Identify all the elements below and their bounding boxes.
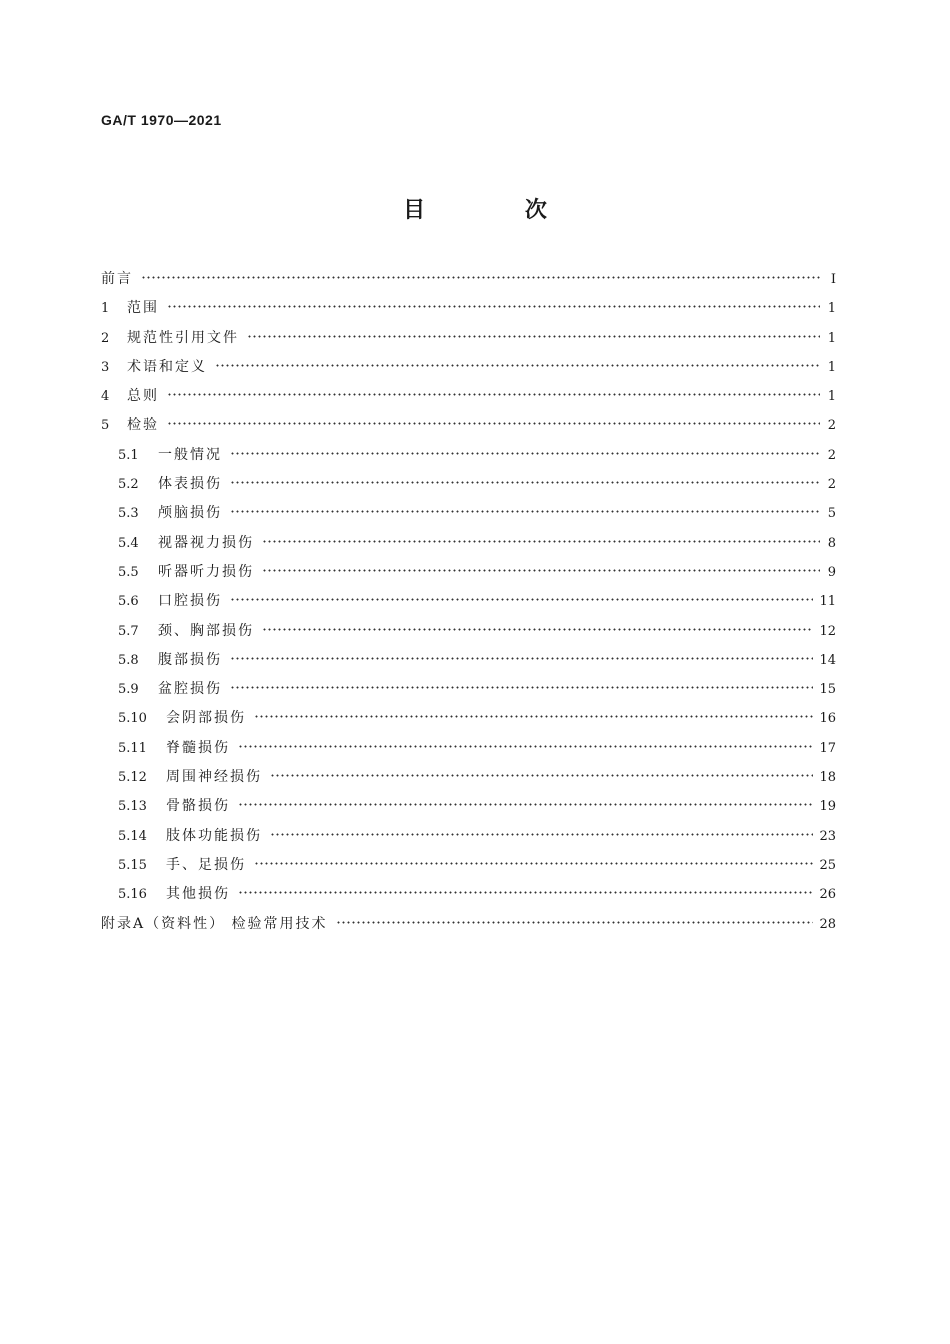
dot-leader <box>141 276 820 279</box>
dot-leader <box>254 715 813 718</box>
toc-entry-page: Ⅰ <box>830 272 836 287</box>
toc-entry-title: 术语和定义 <box>127 358 207 375</box>
toc-entry-page: 23 <box>819 828 836 844</box>
toc-entry-title: 颈、胸部损伤 <box>158 622 254 639</box>
toc-entry[interactable] <box>101 327 836 356</box>
toc-entry-number: 5.15 <box>118 857 147 873</box>
toc-entry-number: 5.1 <box>118 447 139 463</box>
toc-entry-page: 14 <box>819 652 836 668</box>
toc-entry-title: 盆腔损伤 <box>158 681 222 698</box>
toc-entry-title: 规范性引用文件 <box>127 329 239 346</box>
toc-entry-title: 一般情况 <box>158 446 222 463</box>
toc-entry-title: 检验 <box>127 417 159 434</box>
toc-entry-page: 17 <box>819 740 836 756</box>
dot-leader <box>262 628 813 631</box>
dot-leader <box>230 510 820 513</box>
toc-entry-title: 前言 <box>101 271 133 287</box>
toc-entry-title: 总则 <box>127 388 159 405</box>
toc-entry-page: 26 <box>819 887 836 903</box>
toc-entry-page: 1 <box>827 301 836 317</box>
toc-entry-title: 听器听力损伤 <box>158 563 254 580</box>
toc-entry[interactable] <box>101 356 836 385</box>
toc-entry-number: 2 <box>101 330 110 346</box>
dot-leader <box>262 540 820 543</box>
dot-leader <box>167 422 820 425</box>
dot-leader <box>230 686 813 689</box>
dot-leader <box>262 569 820 572</box>
dot-leader <box>254 862 813 865</box>
toc-entry-title: 附录A（资料性） 检验常用技术 <box>101 915 328 932</box>
toc-entry-number: 5.3 <box>118 506 139 522</box>
toc-entry-number: 5.11 <box>118 740 147 756</box>
toc-entry[interactable] <box>101 825 836 854</box>
toc-entry-page: 18 <box>819 770 836 786</box>
toc-entry[interactable] <box>101 414 836 443</box>
toc-entry-number: 5.9 <box>118 682 139 698</box>
toc-entry-number: 4 <box>101 389 110 405</box>
toc-entry-number: 5.6 <box>118 594 139 610</box>
table-of-contents <box>101 268 836 942</box>
toc-entry-title: 范围 <box>127 300 159 317</box>
toc-entry-page: 2 <box>827 418 836 434</box>
page-title: 目 次 <box>403 198 593 223</box>
toc-entry-number: 5.8 <box>118 652 139 668</box>
toc-entry-number: 5.13 <box>118 799 147 815</box>
toc-entry-page: 11 <box>819 594 836 610</box>
dot-leader <box>215 364 820 367</box>
toc-entry[interactable] <box>101 268 836 297</box>
dot-leader <box>270 774 813 777</box>
toc-entry-title: 手、足损伤 <box>166 856 246 873</box>
dot-leader <box>167 305 820 308</box>
toc-entry-number: 5.7 <box>118 623 139 639</box>
toc-entry-title: 周围神经损伤 <box>166 769 262 786</box>
toc-entry[interactable] <box>101 385 836 414</box>
toc-entry-page: 9 <box>827 564 836 580</box>
toc-entry-number: 5.2 <box>118 477 139 493</box>
toc-entry-title: 体表损伤 <box>158 476 222 493</box>
dot-leader <box>230 598 813 601</box>
toc-entry-page: 16 <box>819 711 836 727</box>
toc-entry-title: 肢体功能损伤 <box>166 827 262 844</box>
toc-entry-page: 15 <box>819 682 836 698</box>
toc-entry-title: 颅脑损伤 <box>158 505 222 522</box>
toc-entry-number: 5 <box>101 418 110 434</box>
toc-entry-title: 腹部损伤 <box>158 651 222 668</box>
toc-entry[interactable] <box>101 766 836 795</box>
toc-entry[interactable] <box>101 532 836 561</box>
toc-entry-title: 骨骼损伤 <box>166 798 230 815</box>
toc-entry[interactable] <box>101 883 836 912</box>
toc-entry-page: 2 <box>827 447 836 463</box>
toc-entry[interactable] <box>101 737 836 766</box>
toc-entry-page: 19 <box>819 799 836 815</box>
dot-leader <box>270 833 813 836</box>
dot-leader <box>167 393 820 396</box>
toc-entry-number: 5.16 <box>118 887 147 903</box>
toc-entry-page: 1 <box>827 359 836 375</box>
dot-leader <box>230 657 813 660</box>
dot-leader <box>230 481 820 484</box>
toc-entry[interactable] <box>101 590 836 619</box>
toc-entry-title: 视器视力损伤 <box>158 534 254 551</box>
dot-leader <box>238 891 813 894</box>
toc-entry-page: 1 <box>827 389 836 405</box>
dot-leader <box>238 803 813 806</box>
toc-entry-title: 会阴部损伤 <box>166 710 246 727</box>
dot-leader <box>336 921 814 924</box>
toc-entry-number: 5.4 <box>118 535 139 551</box>
toc-entry[interactable] <box>101 473 836 502</box>
standard-code: GA/T 1970—2021 <box>101 112 222 128</box>
toc-entry-page: 12 <box>819 623 836 639</box>
toc-entry-title: 其他损伤 <box>166 886 230 903</box>
toc-entry-number: 5.12 <box>118 770 147 786</box>
toc-entry-number: 3 <box>101 359 110 375</box>
toc-entry[interactable] <box>101 678 836 707</box>
toc-entry[interactable] <box>101 854 836 883</box>
toc-entry[interactable] <box>101 913 836 942</box>
dot-leader <box>247 335 820 338</box>
toc-entry[interactable] <box>101 444 836 473</box>
toc-entry-page: 1 <box>827 330 836 346</box>
dot-leader <box>238 745 813 748</box>
toc-entry-number: 1 <box>101 301 110 317</box>
toc-entry-page: 25 <box>819 857 836 873</box>
toc-entry-page: 5 <box>827 506 836 522</box>
toc-entry-number: 5.5 <box>118 564 139 580</box>
toc-entry[interactable] <box>101 707 836 736</box>
toc-entry[interactable] <box>101 620 836 649</box>
toc-entry[interactable] <box>101 795 836 824</box>
toc-entry-title: 口腔损伤 <box>158 593 222 610</box>
toc-entry-page: 28 <box>819 916 836 932</box>
toc-entry-page: 2 <box>827 477 836 493</box>
toc-entry[interactable] <box>101 297 836 326</box>
toc-entry-page: 8 <box>827 535 836 551</box>
toc-entry-number: 5.14 <box>118 828 147 844</box>
toc-entry[interactable] <box>101 649 836 678</box>
dot-leader <box>230 452 820 455</box>
toc-entry[interactable] <box>101 502 836 531</box>
toc-entry[interactable] <box>101 561 836 590</box>
toc-entry-number: 5.10 <box>118 711 147 727</box>
toc-entry-title: 脊髓损伤 <box>166 739 230 756</box>
